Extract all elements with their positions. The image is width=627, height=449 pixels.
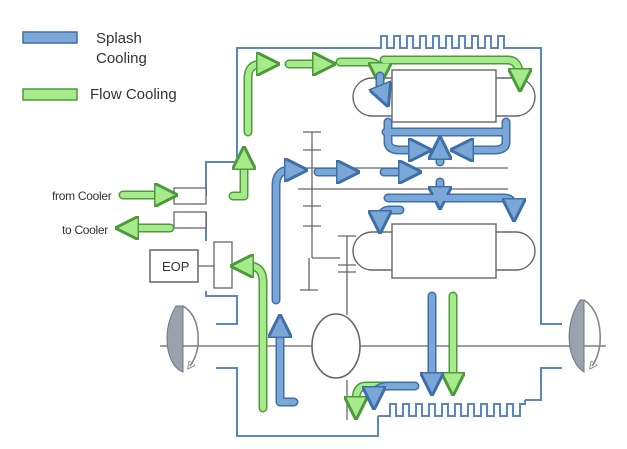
legend-splash-swatch (23, 32, 77, 43)
to-cooler-label: to Cooler (62, 223, 108, 237)
to-cooler-port (174, 212, 206, 228)
cooler-ports (174, 188, 206, 228)
legend-flow-swatch (23, 89, 77, 100)
legend-splash-label-2: Cooling (96, 50, 147, 67)
eop-pump (150, 242, 232, 288)
from-cooler-port (174, 188, 206, 204)
rotor (312, 314, 360, 378)
legend-splash-label: Splash (96, 30, 142, 47)
bottom-cooling-fins (378, 400, 525, 416)
splash-riser-arrow (276, 170, 296, 300)
top-cooling-fins (379, 36, 510, 48)
rotation-arrow-icon (569, 300, 600, 372)
rotation-arrow-icon (167, 306, 198, 372)
eop-label: EOP (162, 259, 190, 274)
legend (23, 30, 177, 103)
legend-flow-label: Flow Cooling (90, 86, 177, 103)
lower-motor (353, 224, 535, 278)
from-cooler-label: from Cooler (52, 189, 112, 203)
